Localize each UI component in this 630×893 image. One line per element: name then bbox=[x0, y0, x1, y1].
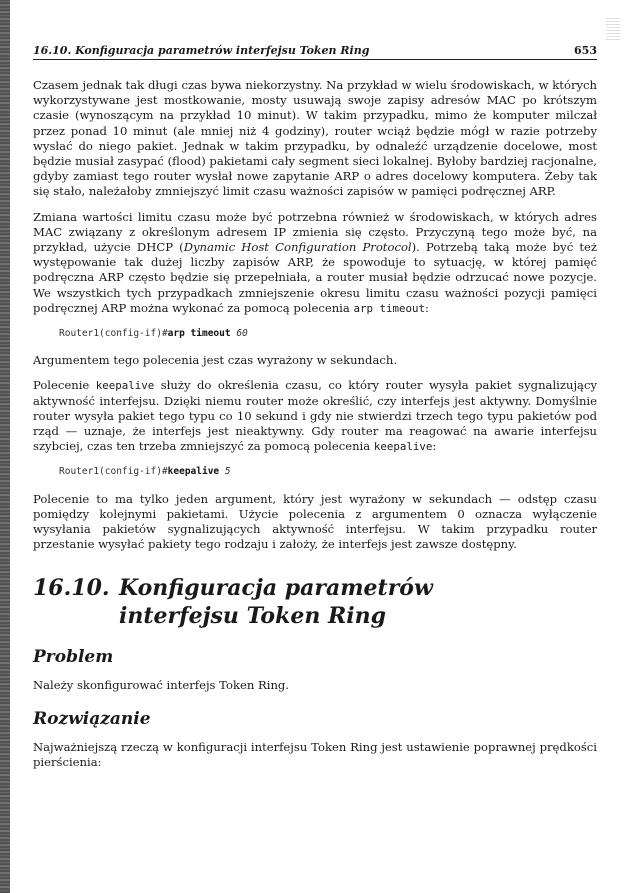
chapter-title-line-1: Konfiguracja parametrów bbox=[119, 575, 433, 602]
chapter-heading bbox=[33, 574, 597, 630]
code-argument: 5 bbox=[224, 466, 231, 478]
page-number: 653 bbox=[574, 44, 597, 57]
paragraph-2-text-a: Zmiana wartości limitu czasu może być potrzebna również w środowiskach, w których adres MAC związany z określonym adresem IP zmienia się często. Przyczyną tego może być, na przykład, użycie DHCP ( bbox=[33, 209, 597, 255]
paragraph-4 bbox=[33, 378, 597, 454]
page-content bbox=[33, 78, 597, 780]
code-example-arp-timeout bbox=[59, 326, 597, 341]
chapter-title-line-2: interfejsu Token Ring bbox=[119, 603, 386, 630]
paragraph-2 bbox=[33, 210, 597, 316]
paragraph-problem: Należy skonfigurować interfejs Token Ring. bbox=[33, 678, 290, 693]
paragraph-1: Czasem jednak tak długi czas bywa niekorzystny. Na przykład w wielu środowiskach, w których wykorzystywane jest mostkowanie, mosty usuwają swoje zapisy adresów MAC po krótszym czasie (wynoszącym na przykład 10 minut). W takim przypadku, mimo że komputer milczał przez ponad 10 minut (ale mniej niż 4 godziny), router wciąż będzie mógł w razie potrzeby wysłać do niego pakiet. Jednak w takim przypadku, by odnaleźć urządzenie docelowe, most będzie musiał zasypać (flood) pakietami cały segment sieci lokalnej. Byłoby bardziej racjonalne, gdyby zamiast tego router wysłał nowe zapytanie ARP o adres docelowy komputera. Żeby tak się stało, należałoby zmniejszyć limit czasu ważności zapisów w pamięci podręcznej ARP. bbox=[33, 78, 597, 199]
running-header bbox=[33, 44, 597, 60]
inline-command-arp-timeout: arp timeout bbox=[353, 301, 425, 315]
paragraph-4-text-a: Polecenie bbox=[33, 378, 96, 393]
paragraph-5: Polecenie to ma tylko jeden argument, który jest wyrażony w sekundach — odstęp czasu pomiędzy kolejnymi pakietami. Użycie polecenia z argumentem 0 oznacza wyłączenie wysyłania pakietów sygnalizujących aktywność interfejsu. W takim przypadku router przestanie wysyłać pakiety tego rodzaju i założy, że interfejs jest zawsze dostępny. bbox=[33, 491, 597, 552]
dhcp-expansion: Dynamic Host Configuration Protocol bbox=[183, 240, 412, 255]
code-argument: 60 bbox=[236, 328, 248, 340]
code-command: keepalive bbox=[167, 466, 220, 478]
paragraph-4-end: : bbox=[432, 439, 437, 454]
paragraph-2-end: : bbox=[425, 300, 429, 315]
code-prompt: Router1(config-if)# bbox=[59, 328, 168, 340]
inline-command-keepalive-2: keepalive bbox=[373, 440, 433, 454]
code-prompt: Router1(config-if)# bbox=[59, 466, 168, 478]
paragraph-2-text-b: ). Potrzebą taką może być też występowanie tak dużej liczby zapisów ARP, że spowoduje to sytuację, w której pamięć podręczna ARP często będzie się przepełniała, a router musiał będzie odrzucać nowe pozycje. We wszystkich tych przypadkach zmniejszenie okresu limitu czasu ważności pozycji pamięci podręcznej ARP można wykonać za pomocą polecenia bbox=[33, 240, 597, 315]
scan-binding-edge bbox=[0, 0, 10, 893]
paragraph-3: Argumentem tego polecenia jest czas wyrażony w sekundach. bbox=[33, 353, 398, 368]
section-heading-solution: Rozwiązanie bbox=[33, 708, 151, 729]
running-title: 16.10. Konfiguracja parametrów interfejsu Token Ring bbox=[33, 44, 370, 57]
code-command: arp timeout bbox=[167, 328, 231, 340]
section-heading-problem: Problem bbox=[33, 647, 114, 668]
paragraph-solution: Najważniejszą rzeczą w konfiguracji interfejsu Token Ring jest ustawienie poprawnej prędkości pierścienia: bbox=[33, 739, 597, 769]
code-example-keepalive bbox=[59, 464, 597, 479]
chapter-number: 16.10. bbox=[33, 575, 110, 602]
scan-artifact bbox=[606, 18, 620, 40]
paragraph-4-text-b: służy do określenia czasu, co który router wysyła pakiet sygnalizujący aktywność interfejsu. Dzięki niemu router może określić, czy interfejs jest aktywny. Domyślnie router wysyła pakiet tego typu co 10 sekund i gdy nie stwierdzi trzech tego typu pakietów pod rząd — uznaje, że interfejs jest nieaktywny. Gdy router ma reagować na awarie interfejsu szybciej, czas ten trzeba zmniejszyć za pomocą polecenia bbox=[33, 378, 597, 454]
inline-command-keepalive: keepalive bbox=[95, 379, 155, 393]
